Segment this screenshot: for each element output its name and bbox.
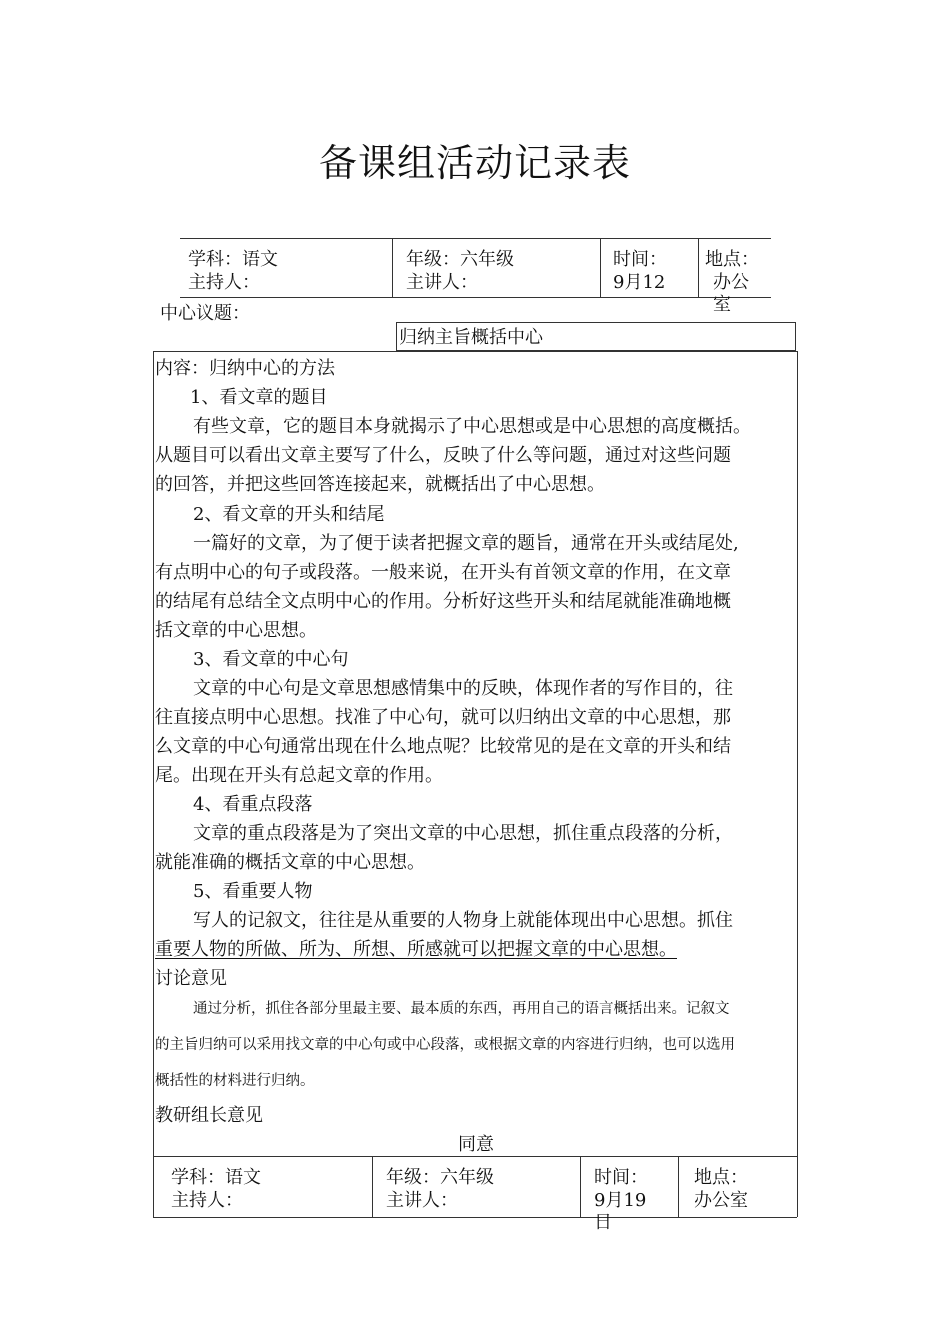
subject-field: 学科：语文 <box>171 1167 261 1188</box>
place-label: 地点： <box>705 249 759 270</box>
topic-label: 中心议题： <box>160 303 250 324</box>
paragraph-line-underlined: 重要人物的所做、所为、所想、所感就可以把握文章的中心思想。 <box>155 939 677 960</box>
speaker-field: 主讲人： <box>386 1190 458 1211</box>
paragraph-line: 往直接点明中心思想。找准了中心句，就可以归纳出文章的中心思想，那 <box>155 707 731 728</box>
discussion-line: 的主旨归纳可以采用找文章的中心句或中心段落，或根据文章的内容进行归纳，也可以选用 <box>155 1037 735 1053</box>
paragraph-line: 有些文章，它的题目本身就揭示了中心思想或是中心思想的高度概括。 <box>193 416 751 437</box>
content-heading: 内容：归纳中心的方法 <box>155 358 335 379</box>
topic-box <box>396 322 796 351</box>
page-title: 备课组活动记录表 <box>318 141 631 185</box>
speaker-field: 主讲人： <box>406 272 478 293</box>
grade-field: 年级：六年级 <box>406 249 514 270</box>
time-value: 9月12 <box>613 272 666 293</box>
paragraph-line: 文章的重点段落是为了突出文章的中心思想，抓住重点段落的分析， <box>193 823 733 844</box>
subject-field: 学科：语文 <box>188 249 278 270</box>
host-field: 主持人： <box>188 272 260 293</box>
time-label: 时间： <box>594 1167 648 1188</box>
paragraph-line: 写人的记叙文，往往是从重要的人物身上就能体现出中心思想。抓住 <box>193 910 733 931</box>
paragraph-line: 有点明中心的句子或段落。一般来说，在开头有首领文章的作用，在文章 <box>155 562 731 583</box>
paragraph-line: 就能准确的概括文章的中心思想。 <box>155 852 425 873</box>
method-5-heading: 5、看重要人物 <box>193 881 313 902</box>
time-value-overflow: 日 <box>594 1212 612 1233</box>
paragraph-line: 尾。出现在开头有总起文章的作用。 <box>155 765 443 786</box>
discussion-line: 通过分析，抓住各部分里最主要、最本质的东西，再用自己的语言概括出来。记叙文 <box>193 1001 730 1017</box>
paragraph-line: 一篇好的文章，为了便于读者把握文章的题旨，通常在开头或结尾处, <box>193 533 739 554</box>
place-value-overflow: 室 <box>713 294 731 315</box>
leader-opinion-label: 教研组长意见 <box>155 1105 263 1126</box>
place-value: 办公 <box>713 272 749 293</box>
paragraph-line: 文章的中心句是文章思想感情集中的反映，体现作者的写作目的，往 <box>193 678 733 699</box>
time-label: 时间： <box>613 249 667 270</box>
paragraph-line: 么文章的中心句通常出现在什么地点呢？比较常见的是在文章的开头和结 <box>155 736 731 757</box>
host-field: 主持人： <box>171 1190 243 1211</box>
place-value: 办公室 <box>694 1190 748 1211</box>
paragraph-line: 的结尾有总结全文点明中心的作用。分析好这些开头和结尾就能准确地概 <box>155 591 731 612</box>
place-label: 地点： <box>694 1167 748 1188</box>
method-1-heading: 1、看文章的题目 <box>190 387 328 408</box>
discussion-line: 概括性的材料进行归纳。 <box>155 1073 315 1089</box>
paragraph-line: 括文章的中心思想。 <box>155 620 317 641</box>
paragraph-line: 的回答，并把这些回答连接起来，就概括出了中心思想。 <box>155 474 605 495</box>
discussion-label: 讨论意见 <box>155 968 227 989</box>
topic-value: 归纳主旨概括中心 <box>399 327 543 348</box>
grade-field: 年级：六年级 <box>386 1167 494 1188</box>
method-4-heading: 4、看重点段落 <box>193 794 313 815</box>
leader-opinion-value: 同意 <box>458 1134 494 1155</box>
time-value: 9月19 <box>594 1190 647 1211</box>
method-3-heading: 3、看文章的中心句 <box>193 649 349 670</box>
method-2-heading: 2、看文章的开头和结尾 <box>193 504 385 525</box>
paragraph-line: 从题目可以看出文章主要写了什么，反映了什么等问题，通过对这些问题 <box>155 445 731 466</box>
